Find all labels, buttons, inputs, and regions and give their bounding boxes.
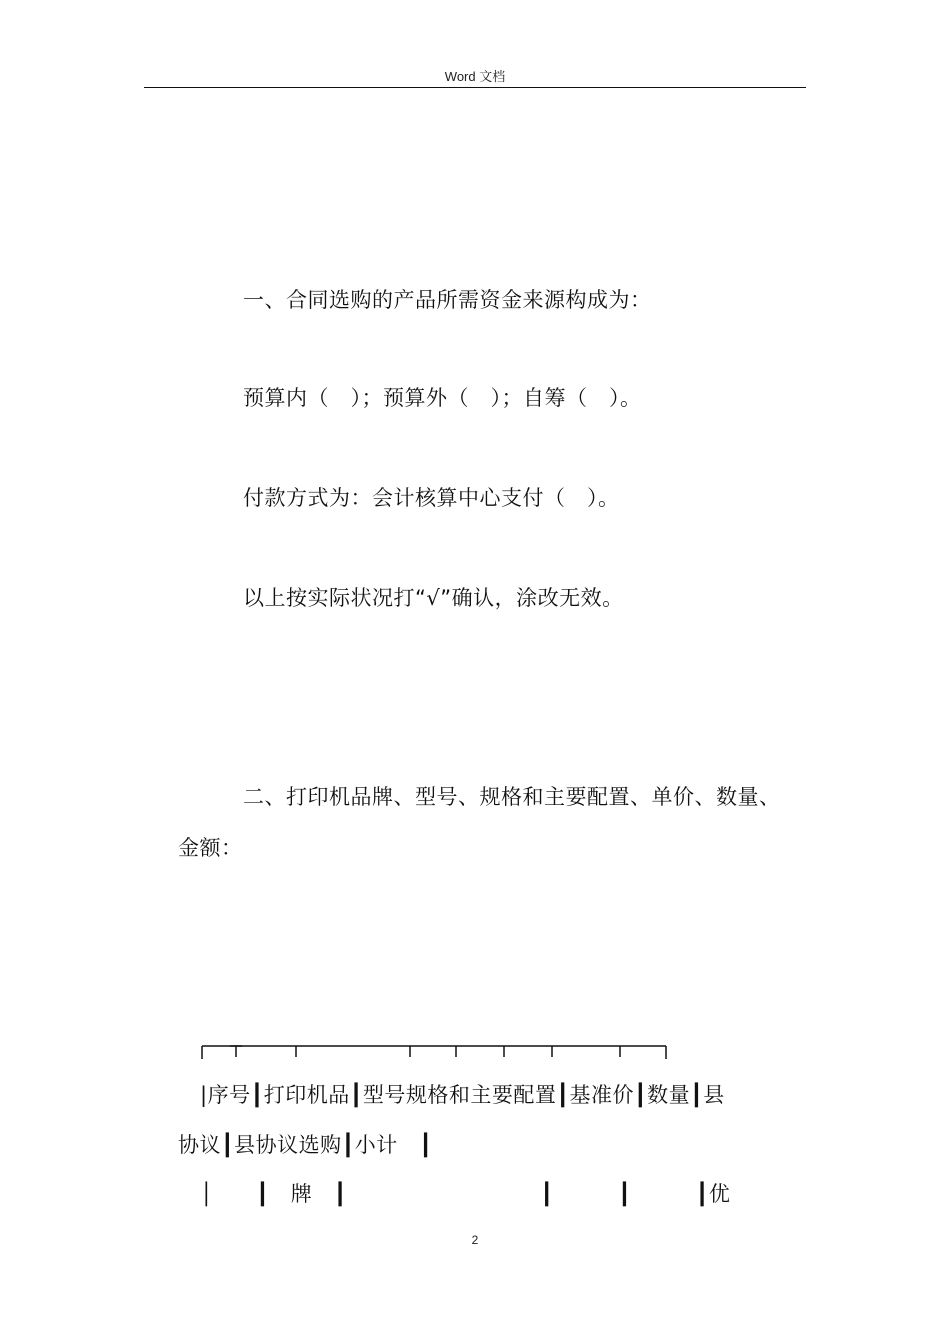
page-number: 2 (471, 1233, 479, 1247)
funding-source-line: 预算内（ ）；预算外（ ）；自筹（ ）。 (243, 386, 642, 410)
section2-heading-line2: 金额： (178, 836, 243, 860)
payment-method-line: 付款方式为：会计核算中心支付（ ）。 (243, 486, 620, 510)
table-header-row-line1: |序号┃打印机品┃型号规格和主要配置┃基准价┃数量┃县 (200, 1083, 725, 1107)
instruction-line: 以上按实际状况打“√”确认，涂改无效。 (243, 586, 624, 610)
page-header-rule (144, 87, 806, 88)
table-header-row-line2: 协议┃县协议选购┃小计 ┃ (178, 1133, 433, 1157)
section2-heading-line1: 二、打印机品牌、型号、规格和主要配置、单价、数量、 (243, 785, 781, 809)
section1-heading: 一、合同选购的产品所需资金来源构成为： (243, 288, 652, 312)
table-row-2: │ ┃ 牌 ┃ ┃ ┃ ┃优 (200, 1182, 731, 1206)
page-header-title: Word 文档 (444, 69, 506, 84)
table-top-border (200, 1043, 670, 1061)
